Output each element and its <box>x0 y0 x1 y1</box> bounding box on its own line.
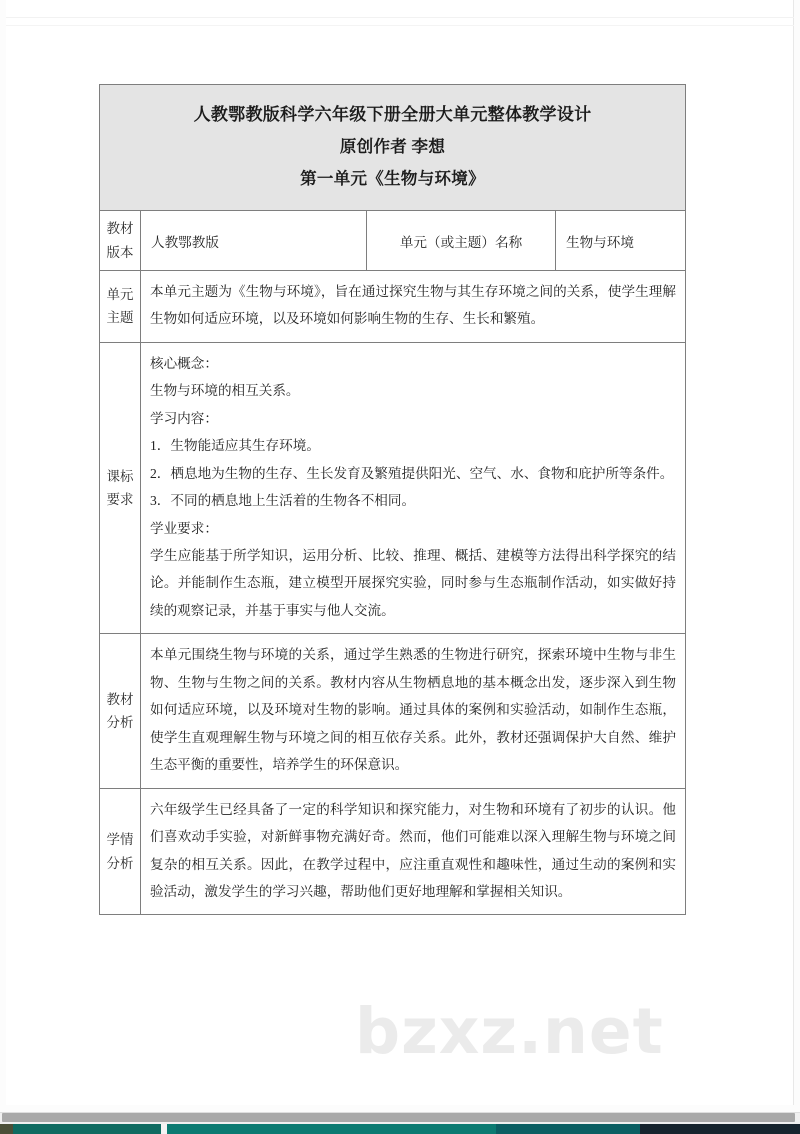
student-analysis-paragraph: 六年级学生已经具备了一定的科学知识和探究能力，对生物和环境有了初步的认识。他们喜欢动手实验，对新鲜事物充满好奇。然而，他们可能难以深入理解生物与环境之间复杂的相互关系。因此，在教学过程中，应注重直观性和趣味性，通过生动的案例和实验活动，激发学生的学习兴趣，帮助他们更好地理解和掌握相关知识。 <box>150 801 677 899</box>
taskbar[interactable] <box>0 1124 800 1134</box>
horizontal-scrollbar-thumb[interactable] <box>2 1113 795 1122</box>
taskbar-segment-4 <box>167 1124 496 1134</box>
core-concept-text: 生物与环境的相互关系。 <box>150 383 300 399</box>
author-line: 原创作者 李想 <box>339 137 446 157</box>
textbook-analysis-paragraph: 本单元围绕生物与环境的关系，通过学生熟悉的生物进行研究，探索环境中生物与非生物、生物与生物之间的关系。教材内容从生物栖息地的基本概念出发，逐步深入到生物如何适应环境，以及环境对生物的影响。通过具体的案例和实验活动，如制作生态瓶，使学生直观理解生物与环境之间的相互依存关系。此外，教材还强调保护大自然、维护生态平衡的重要性，培养学生的环保意识。 <box>150 647 677 773</box>
taskbar-segment-2 <box>13 1124 161 1134</box>
watermark: bzxz.net <box>355 995 664 1068</box>
learning-content-item-2: 2．栖息地为生物的生存、生长发育及繁殖提供阳光、空气、水、食物和庇护所等条件。 <box>150 465 674 481</box>
curriculum-requirements-body <box>141 342 686 634</box>
row-label-line1: 教材 <box>106 691 134 707</box>
row-label-textbook-analysis <box>100 634 141 788</box>
row-label-line1: 教材 <box>106 221 134 237</box>
row-label-line2: 分析 <box>106 855 134 871</box>
table-row-textbook-version <box>100 211 686 270</box>
page-title: 人教鄂教版科学六年级下册全册大单元整体教学设计 <box>193 105 592 124</box>
unit-name-key: 单元（或主题）名称 <box>367 211 556 270</box>
unit-theme-body <box>141 270 686 342</box>
taskbar-segment-5 <box>496 1124 640 1134</box>
page-seam-line-secondary <box>6 25 794 26</box>
row-label-line2: 版本 <box>106 244 134 260</box>
row-label-unit-theme <box>100 270 141 342</box>
taskbar-segment-6 <box>640 1124 800 1134</box>
textbook-analysis-body <box>141 634 686 788</box>
lesson-plan-table <box>99 84 686 915</box>
academic-requirement-text: 学生应能基于所学知识，运用分析、比较、推理、概括、建模等方法得出科学探究的结论。并能制作生态瓶，建立模型开展探究实验，同时参与生态瓶制作活动，如实做好持续的观察记录，并基于事实与他人交流。 <box>150 548 677 618</box>
core-concept-heading: 核心概念： <box>150 355 218 371</box>
academic-requirement-heading: 学业要求： <box>150 520 218 536</box>
table-row-title <box>100 85 686 211</box>
learning-content-item-3: 3．不同的栖息地上生活着的生物各不相同。 <box>150 493 416 509</box>
student-analysis-body <box>141 788 686 915</box>
row-label-line1: 学情 <box>106 832 134 848</box>
row-label-textbook-version <box>100 211 141 270</box>
table-row-textbook-analysis <box>100 634 686 788</box>
row-label-line2: 要求 <box>106 492 134 508</box>
page-seam-line <box>6 17 794 18</box>
row-label-line1: 课标 <box>106 468 134 484</box>
row-label-line2: 分析 <box>106 714 134 730</box>
textbook-version-value: 人教鄂教版 <box>141 211 367 270</box>
unit-name-value: 生物与环境 <box>556 211 686 270</box>
learning-content-heading: 学习内容： <box>150 410 218 426</box>
table-row-unit-theme <box>100 270 686 342</box>
table-row-student-analysis <box>100 788 686 915</box>
table-row-curriculum-requirements <box>100 342 686 634</box>
learning-content-item-1: 1．生物能适应其生存环境。 <box>150 438 320 454</box>
row-label-line2: 主题 <box>106 310 134 326</box>
document-title-cell <box>100 85 686 211</box>
unit-theme-paragraph: 本单元主题为《生物与环境》，旨在通过探究生物与其生存环境之间的关系，使学生理解生物如何适应环境，以及环境如何影响生物的生存、生长和繁殖。 <box>150 283 677 327</box>
unit-subtitle: 第一单元《生物与环境》 <box>300 169 485 189</box>
taskbar-segment-1 <box>0 1124 13 1134</box>
row-label-line1: 单元 <box>106 287 134 303</box>
row-label-student-analysis <box>100 788 141 915</box>
row-label-curriculum-requirements <box>100 342 141 634</box>
